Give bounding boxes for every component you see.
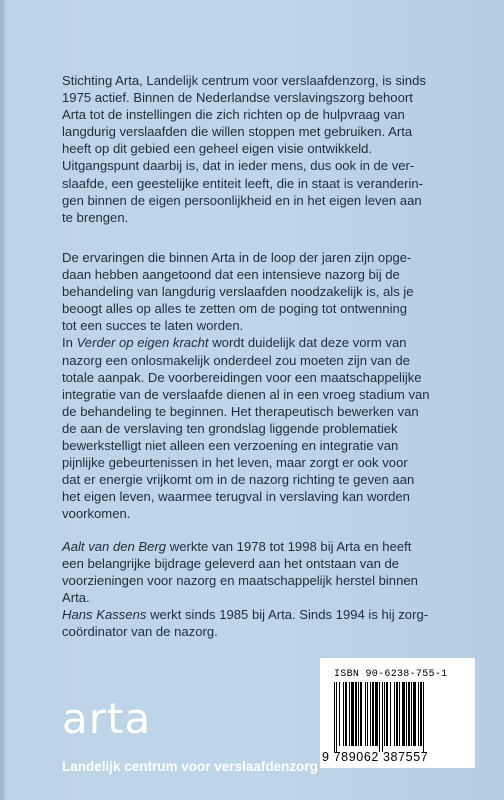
barcode-image — [330, 682, 470, 754]
blurb-paragraph-2-a: De ervaringen die binnen Arta in de loop der jaren zijn opge- daan hebben aangetoond dat een intensieve nazorg bij de behandeling van langdurig verslaafden noodzakelijk is, als je beoogt alles op alles te zetten om de poging tot ontwenning tot een succes te laten worden. — [62, 250, 414, 334]
barcode-bar — [375, 682, 378, 746]
barcode-bar — [343, 682, 344, 746]
barcode-bar — [345, 682, 347, 746]
barcode-bar — [379, 682, 380, 752]
barcode-bar — [382, 682, 383, 752]
barcode-bar — [423, 682, 424, 752]
barcode-bar — [386, 682, 388, 746]
blurb-paragraph-2 — [62, 249, 462, 523]
barcode-box — [320, 658, 475, 768]
barcode-bar — [367, 682, 368, 746]
barcode-bar — [360, 682, 362, 746]
author-1-name: Aalt van den Berg — [62, 539, 167, 554]
barcode-bar — [399, 682, 400, 746]
author-2-name: Hans Kassens — [62, 607, 147, 623]
barcode-bar — [396, 682, 398, 746]
barcode-bar — [355, 682, 357, 746]
author-1-bio: werkte van 1978 tot 1998 bij Arta en heeft een belangrijke bijdrage geleverd aan het ontstaan van de voorzieningen voor nazorg en maatschappelijk herstel binnen Arta. — [62, 539, 418, 606]
barcode-bar — [351, 682, 354, 746]
barcode-bar — [339, 682, 340, 746]
author-bios — [62, 538, 462, 641]
barcode-bar — [390, 682, 391, 746]
author-2-bio: werkt sinds 1985 bij Arta. Sinds 1994 is hij zorg- coördinator van de nazorg. — [62, 607, 429, 640]
barcode-bar — [370, 682, 371, 746]
arta-logo: arta — [62, 694, 152, 743]
barcode-bar — [420, 682, 422, 746]
barcode-bar — [358, 682, 359, 746]
barcode-bar — [413, 682, 416, 746]
blurb-paragraph-1: Stichting Arta, Landelijk centrum voor verslaafdenzorg, is sinds 1975 actief. Binnen de Nederlandse verslavingszorg behoort Arta tot de instellingen die zich richten op de hulpvraag van langdurig verslaafden die willen stoppen met gebruiken. Arta heeft op dit gebied een geheel eigen visie ontwikkeld. Uitgangspunt daarbij is, dat in ieder mens, dus ook in de ver- slaafde, een geestelijke entiteit leeft, die in staat is veranderin- gen binnen de eigen persoonlijkheid en in het eigen leven aan te brengen. — [62, 73, 426, 225]
barcode-bar — [384, 682, 385, 746]
barcode-bar — [402, 682, 405, 746]
spine-edge — [0, 0, 4, 800]
logo-subtitle: Landelijk centrum voor verslaafdenzorg — [62, 759, 318, 774]
blurb-paragraph-2-lead: In — [62, 335, 77, 351]
barcode-bar — [334, 682, 335, 752]
book-title: Verder op eigen kracht — [76, 335, 209, 351]
barcode-bar — [365, 682, 366, 746]
barcode-digits: 9 789062 387557 — [322, 750, 429, 764]
barcode-bar — [411, 682, 412, 746]
barcode-bar — [408, 682, 410, 746]
barcode-bar — [372, 682, 374, 746]
barcode-bar — [418, 682, 419, 746]
barcode-bar — [394, 682, 395, 746]
barcode-bar — [349, 682, 350, 746]
isbn-label: ISBN 90-6238-755-1 — [334, 669, 448, 680]
blurb-paragraph-2-b: wordt duidelijk dat deze vorm van nazorg een onlosmakelijk onderdeel zou moeten zijn van de totale aanpak. De voorbereidingen voor een maatschappelijke integratie van de verslaafde dienen al in een vroeg stadium van de behandeling te beginnen. Het therapeutisch bewerken van de aan de verslaving ten grondslag liggende problematiek bewerkstelligt niet alleen een verzoening en integratie van pijnlijke gebeurtenissen in het leven, maar zorgt er ook voor dat er energie vrijkomt om in de nazorg richting te geven aan het eigen leven, waarmee terugval in verslaving kan worden voorkomen. — [62, 335, 430, 522]
barcode-bar — [336, 682, 337, 752]
barcode-bar — [406, 682, 407, 746]
